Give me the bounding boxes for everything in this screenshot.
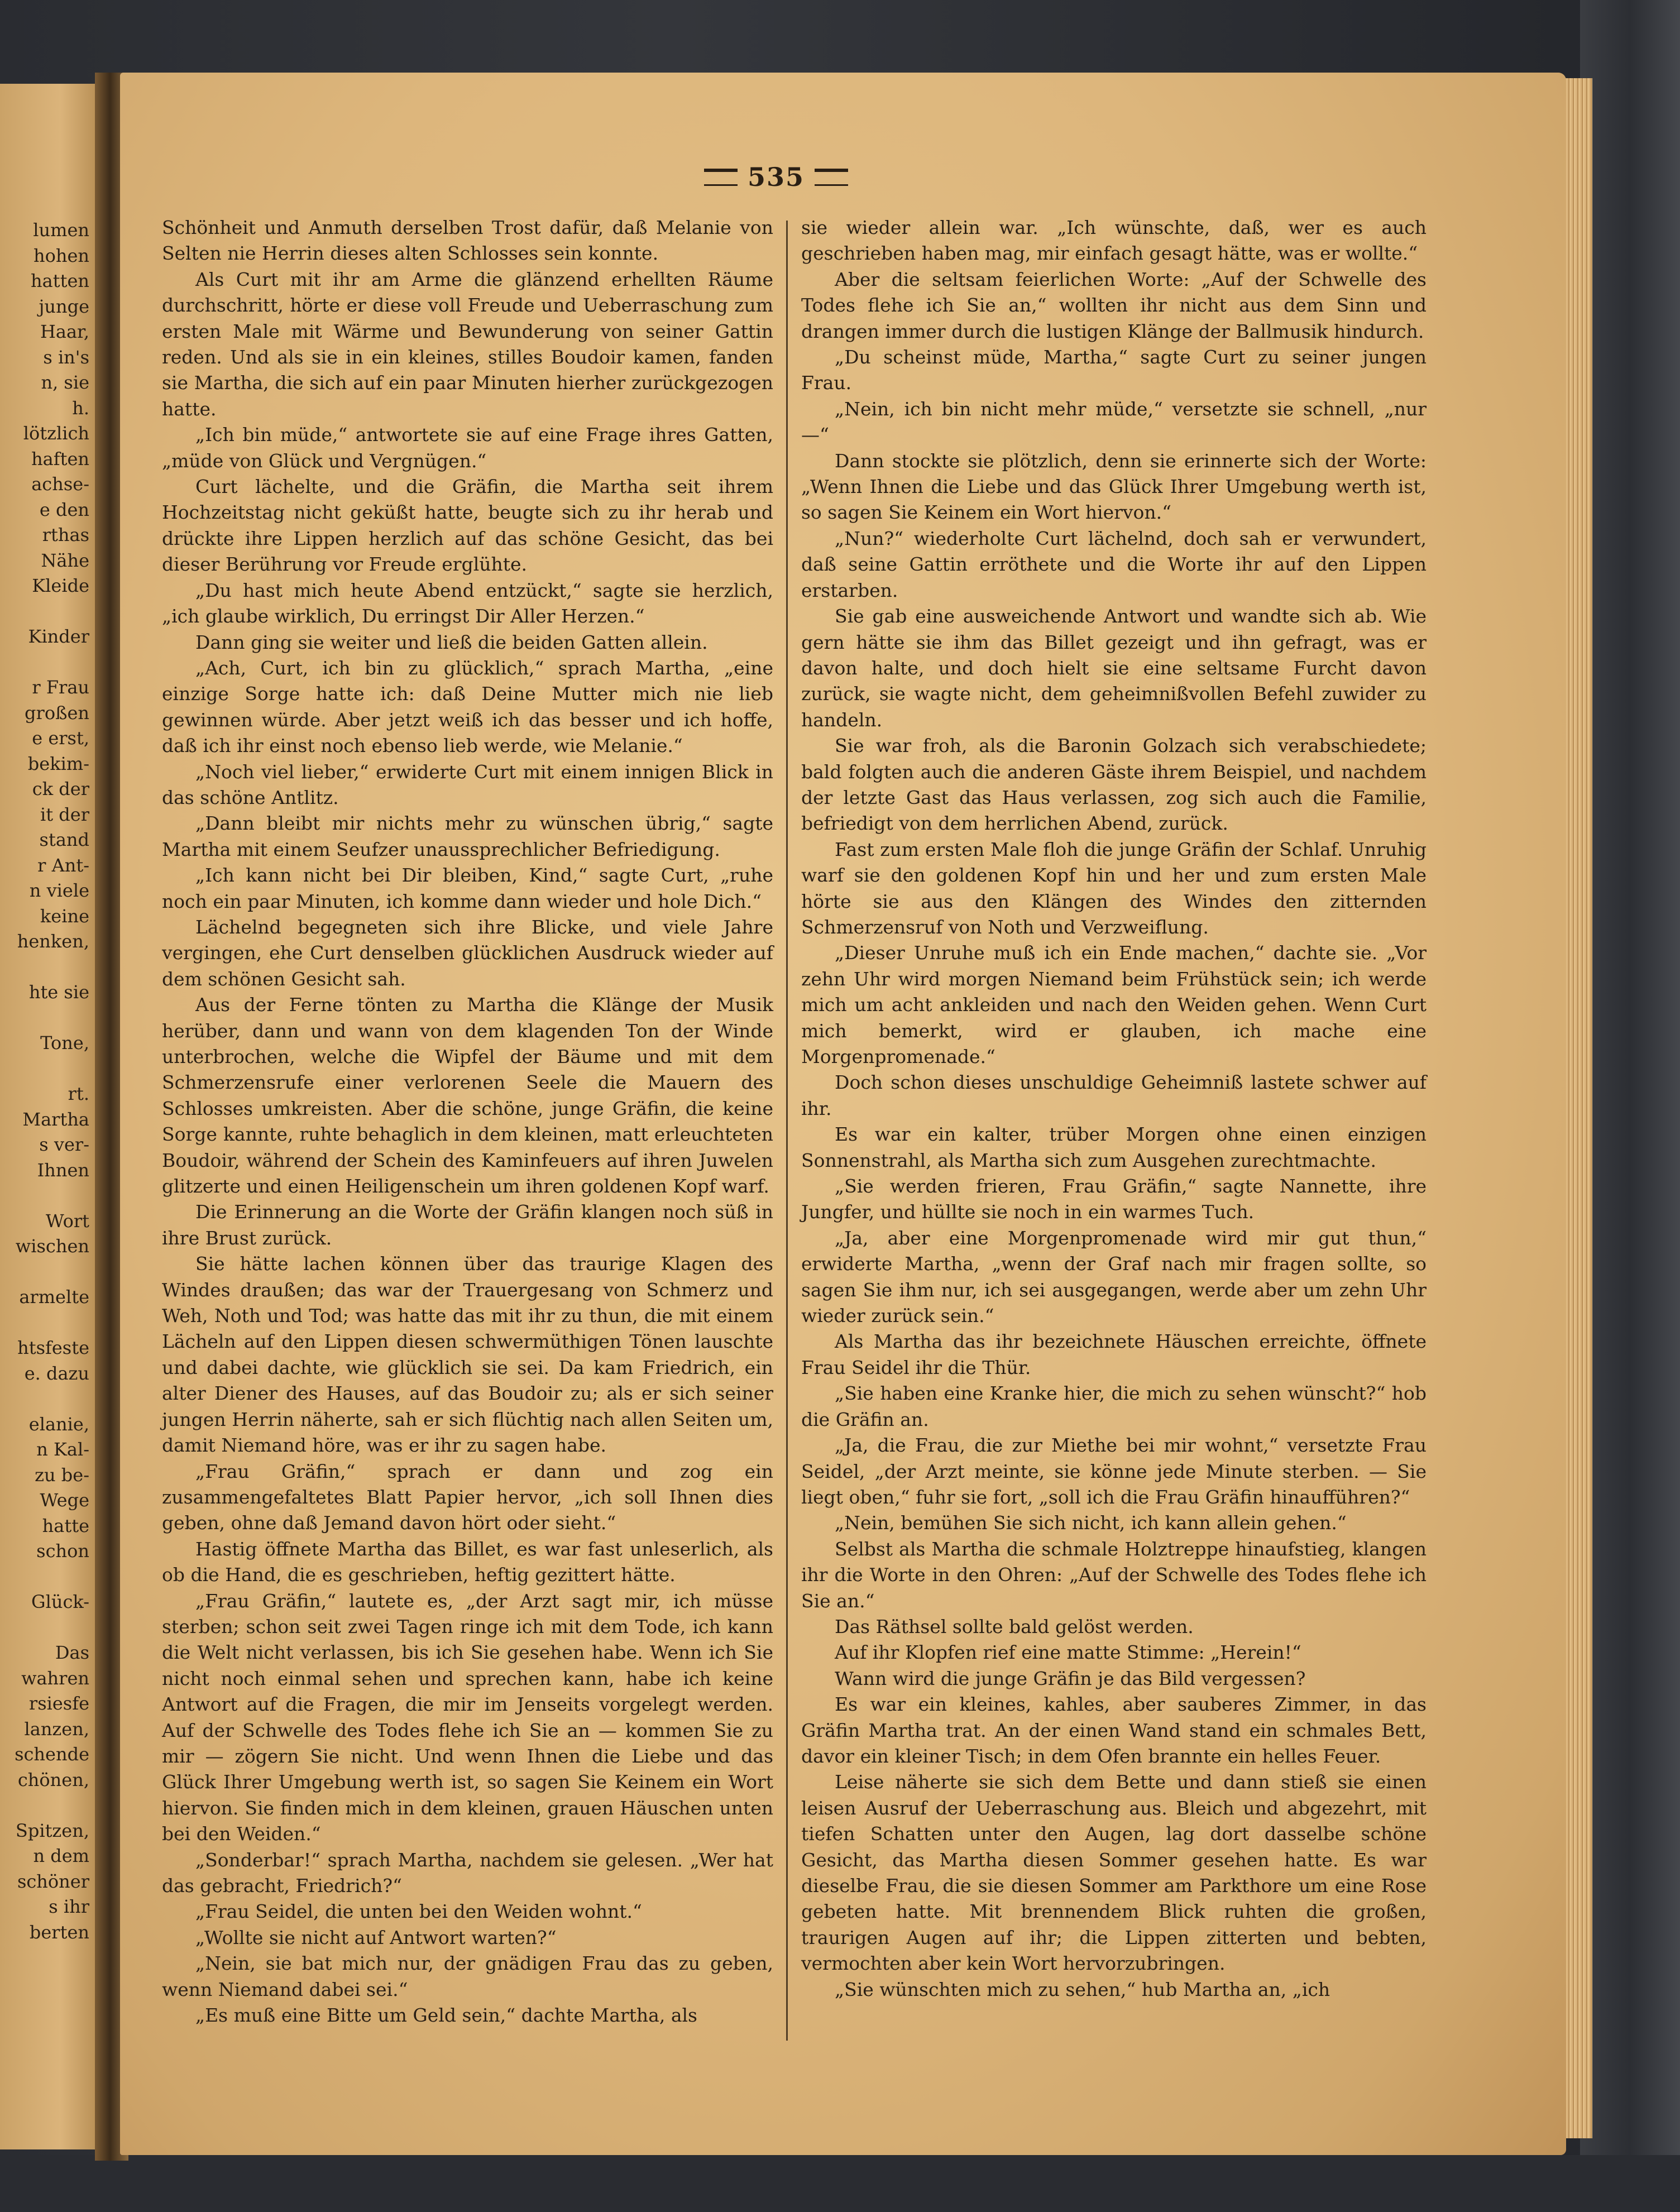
- previous-page-fragment: Das: [55, 1642, 89, 1663]
- column-divider: [786, 221, 788, 2041]
- paragraph: „Wollte sie nicht auf Antwort warten?“: [195, 1926, 557, 1948]
- previous-page-fragment: henken,: [17, 931, 89, 952]
- previous-page-fragment: htsfeste: [17, 1337, 89, 1358]
- previous-page-text-fragments: [2, 218, 97, 1945]
- previous-page-fragment: h.: [72, 397, 89, 419]
- previous-page-fragment: ck der: [32, 778, 89, 799]
- paragraph: „Nein, ich bin nicht mehr müde,“ versetzte sie schnell, „nur —“: [801, 398, 1427, 446]
- paragraph: „Nein, bemühen Sie sich nicht, ich kann allein gehen.“: [835, 1512, 1347, 1534]
- paragraph: Aber die seltsam feierlichen Worte: „Auf der Schwelle des Todes flehe ich Sie an,“ wollten ihr nicht aus dem Sinn und drangen immer durch die lustigen Klänge der Ballmusik hindurch.: [801, 268, 1427, 342]
- scan-bottom-margin: [0, 2155, 1680, 2212]
- previous-page-fragment: Wort: [45, 1210, 89, 1232]
- previous-page-fragment: rthas: [42, 524, 89, 545]
- text-column-right: [801, 215, 1427, 2003]
- previous-page-fragment: s in's: [43, 346, 89, 368]
- paragraph: Sie war froh, als die Baronin Golzach sich verabschiedete; bald folgten auch die anderen Gäste ihrem Beispiel, und nachdem der letzte Gast das Haus verlassen, zog sich auch die Familie, befriedigt von dem herrlichen Abend, zurück.: [801, 735, 1427, 835]
- previous-page-fragment: [2, 1564, 97, 1590]
- paragraph: „Ich bin müde,“ antwortete sie auf eine Frage ihres Gatten, „müde von Glück und Vergnügen.“: [162, 424, 773, 472]
- previous-page-fragment: haften: [31, 448, 89, 470]
- previous-page-fragment: e den: [39, 499, 89, 520]
- paragraph: Sie hätte lachen können über das traurige Klagen des Windes draußen; das war der Trauergesang von Schmerz und Weh, Noth und Tod; was hatte das mit ihr zu thun, die mit einem Lächeln auf den Lippen diesen schwermüthigen Tönen lauschte und dabei dachte, wie glücklich sie sei. Da kam Friedrich, ein alter Diener des Hauses, auf das Boudoir zu; als er sich seiner jungen Herrin näherte, sah er sich flüchtig nach allen Seiten um, damit Niemand höre, was er ihr zu sagen habe.: [162, 1253, 773, 1457]
- page-number: 535: [747, 162, 805, 192]
- page-header: [698, 157, 854, 197]
- previous-page-fragment: stand: [39, 829, 89, 850]
- previous-page-fragment: [2, 1310, 97, 1336]
- previous-page-fragment: lanzen,: [24, 1718, 89, 1740]
- previous-page-fragment: n, sie: [41, 372, 89, 393]
- previous-page-fragment: wahren: [21, 1667, 89, 1689]
- previous-page-fragment: chönen,: [17, 1769, 89, 1790]
- previous-page-fragment: [2, 1793, 97, 1818]
- previous-page-fragment: keine: [40, 905, 89, 927]
- previous-page-fragment: r Frau: [32, 677, 89, 698]
- previous-page-fragment: s ihr: [49, 1896, 89, 1917]
- previous-page-fragment: Haar,: [40, 321, 89, 342]
- paragraph: Sie gab eine ausweichende Antwort und wandte sich ab. Wie gern hätte sie ihm das Billet gezeigt und ihn gefragt, was er davon halte, und doch hielt sie eine seltsame Furcht davon zurück, sie wagte nicht, dem geheimnißvollen Befehl zuwider zu handeln.: [801, 605, 1427, 731]
- paragraph: Leise näherte sie sich dem Bette und dann stieß sie einen leisen Ausruf der Ueberraschung aus. Bleich und abgezehrt, mit tiefen Schatten unter den Augen, lag dort dasselbe schöne Gesicht, das Martha diesen Sommer gesehen hatte. Es war dieselbe Frau, die sie diesen Sommer am Parkthore um eine Rose gebeten hatte. Mit brennendem Blick ruhten die großen, traurigen Augen auf ihr; die Lippen zitterten und bebten, vermochten aber kein Wort hervorzubringen.: [801, 1771, 1427, 1975]
- previous-page-fragment: bekim-: [27, 753, 89, 774]
- previous-page-fragment: großen: [25, 702, 89, 724]
- previous-page-fragment: n viele: [29, 880, 89, 901]
- paragraph: „Ja, die Frau, die zur Miethe bei mir wohnt,“ versetzte Frau Seidel, „der Arzt meinte, sie könne jede Minute sterben. — Sie liegt oben,“ fuhr sie fort, „soll ich die Frau Gräfin hinaufführen?“: [801, 1434, 1427, 1508]
- paragraph: Es war ein kleines, kahles, aber sauberes Zimmer, in das Gräfin Martha trat. An der einen Wand stand ein schmales Bett, davor ein kleiner Tisch; in dem Ofen brannte ein helles Feuer.: [801, 1693, 1427, 1767]
- previous-page-fragment: [2, 1386, 97, 1412]
- paragraph: Hastig öffnete Martha das Billet, es war fast unleserlich, als ob die Hand, die es geschrieben, heftig gezittert hätte.: [162, 1538, 773, 1586]
- paragraph: „Nun?“ wiederholte Curt lächelnd, doch sah er verwundert, daß seine Gattin erröthete und die Worte ihr auf den Lippen erstarben.: [801, 527, 1427, 601]
- previous-page-fragment: rt.: [68, 1083, 89, 1104]
- paragraph: „Sonderbar!“ sprach Martha, nachdem sie gelesen. „Wer hat das gebracht, Friedrich?“: [162, 1849, 773, 1897]
- previous-page-fragment: [2, 1615, 97, 1641]
- paragraph: „Du scheinst müde, Martha,“ sagte Curt zu seiner jungen Frau.: [801, 346, 1427, 394]
- previous-page-fragment: n Kal-: [36, 1439, 89, 1460]
- header-ornament-right: [815, 169, 848, 186]
- previous-page-fragment: Wege: [40, 1490, 89, 1511]
- paragraph: „Ja, aber eine Morgenpromenade wird mir gut thun,“ erwiderte Martha, „wenn der Graf nach mir fragen sollte, so sagen Sie ihm nur, ich sei ausgegangen, werde aber um zehn Uhr wieder zurück sein.“: [801, 1227, 1427, 1327]
- previous-page-fragment: r Ant-: [37, 854, 89, 876]
- previous-page-fragment: schöner: [17, 1870, 89, 1892]
- previous-page-fragment: e erst,: [32, 727, 89, 749]
- paragraph: Selbst als Martha die schmale Holztreppe hinaufstieg, klangen ihr die Worte in den Ohren: „Auf der Schwelle des Todes flehe ich Sie an.“: [801, 1538, 1427, 1612]
- paragraph: „Noch viel lieber,“ erwiderte Curt mit einem innigen Blick in das schöne Antlitz.: [162, 760, 773, 808]
- previous-page-fragment: Martha: [22, 1108, 89, 1130]
- previous-page-fragment: [2, 1183, 97, 1209]
- previous-page-fragment: lumen: [33, 219, 89, 241]
- previous-page-fragment: hatte: [42, 1515, 89, 1536]
- paragraph: „Es muß eine Bitte um Geld sein,“ dachte Martha, als: [195, 2004, 697, 2027]
- previous-page-fragment: schende: [15, 1744, 89, 1765]
- paragraph: „Sie haben eine Kranke hier, die mich zu sehen wünscht?“ hob die Gräfin an.: [801, 1382, 1427, 1430]
- previous-page-fragment: [2, 650, 97, 676]
- header-ornament-left: [704, 169, 738, 186]
- previous-page-fragment: [2, 599, 97, 625]
- previous-page-fragment: Glück-: [31, 1591, 89, 1612]
- paragraph: Dann ging sie weiter und ließ die beiden Gatten allein.: [195, 631, 708, 653]
- book-cover-edge: [1580, 0, 1680, 2212]
- paragraph: Schönheit und Anmuth derselben Trost dafür, daß Melanie von Selten nie Herrin dieses alten Schlosses sein konnte.: [162, 217, 773, 265]
- previous-page-fragment: berten: [29, 1921, 89, 1943]
- previous-page-fragment: e. dazu: [24, 1362, 89, 1384]
- previous-page-edge: [0, 84, 100, 2149]
- previous-page-fragment: Nähe: [41, 549, 89, 571]
- previous-page-fragment: Kinder: [28, 626, 89, 647]
- paragraph: Als Curt mit ihr am Arme die glänzend erhellten Räume durchschritt, hörte er diese voll Freude und Ueberraschung zum ersten Male mit Wärme und Bewunderung von seiner Gattin reden. Und als sie in ein kleines, stilles Boudoir kamen, fanden sie Martha, die sich auf ein paar Minuten hierher zurückgezogen hatte.: [162, 268, 773, 420]
- paragraph: Dann stockte sie plötzlich, denn sie erinnerte sich der Worte: „Wenn Ihnen die Liebe und das Glück Ihrer Umgebung werth ist, so sagen Sie Keinem ein Wort hiervon.“: [801, 449, 1427, 524]
- paragraph: sie wieder allein war. „Ich wünschte, daß, wer es auch geschrieben haben mag, mir einfach gesagt hätte, was er wollte.“: [801, 217, 1427, 265]
- previous-page-fragment: Ihnen: [37, 1159, 89, 1181]
- paragraph: Curt lächelte, und die Gräfin, die Martha seit ihrem Hochzeitstag nicht geküßt hatte, beugte sich zu ihr herab und drückte ihre Lippen herzlich auf das schöne Gesicht, das bei dieser Berührung vor Freude erglühte.: [162, 476, 773, 576]
- previous-page-fragment: wischen: [15, 1236, 89, 1257]
- paragraph: Auf ihr Klopfen rief eine matte Stimme: „Herein!“: [835, 1641, 1301, 1664]
- paragraph: „Ach, Curt, ich bin zu glücklich,“ sprach Martha, „eine einzige Sorge hatte ich: daß Deine Mutter mich nie lieb gewinnen würde. Aber jetzt weiß ich das besser und ich hoffe, daß ich ihr einst noch ebenso lieb werde, wie Melanie.“: [162, 657, 773, 757]
- paragraph: Als Martha das ihr bezeichnete Häuschen erreichte, öffnete Frau Seidel ihr die Thür.: [801, 1330, 1427, 1378]
- previous-page-fragment: achse-: [31, 473, 89, 495]
- paragraph: „Frau Gräfin,“ sprach er dann und zog ein zusammengefaltetes Blatt Papier hervor, „ich soll Ihnen dies geben, ohne daß Jemand davon hört oder sieht.“: [162, 1460, 773, 1534]
- previous-page-fragment: [2, 1260, 97, 1285]
- previous-page-fragment: lötzlich: [23, 423, 89, 444]
- paragraph: Das Räthsel sollte bald gelöst werden.: [835, 1615, 1194, 1638]
- paragraph: Lächelnd begegneten sich ihre Blicke, und viele Jahre vergingen, ehe Curt denselben glücklichen Ausdruck wieder auf dem schönen Gesicht sah.: [162, 916, 773, 990]
- previous-page-fragment: zu be-: [35, 1464, 89, 1486]
- paragraph: „Du hast mich heute Abend entzückt,“ sagte sie herzlich, „ich glaube wirklich, Du erringst Dir Aller Herzen.“: [162, 579, 773, 628]
- paragraph: „Frau Seidel, die unten bei den Weiden wohnt.“: [195, 1900, 642, 1923]
- previous-page-fragment: elanie,: [28, 1413, 89, 1435]
- previous-page-fragment: [2, 1006, 97, 1031]
- previous-page-fragment: schon: [36, 1540, 89, 1562]
- paragraph: Es war ein kalter, trüber Morgen ohne einen einzigen Sonnenstrahl, als Martha sich zum Ausgehen zurechtmachte.: [801, 1123, 1427, 1171]
- text-column-left: [162, 215, 773, 2028]
- previous-page-fragment: hte sie: [28, 981, 89, 1003]
- paragraph: „Frau Gräfin,“ lautete es, „der Arzt sagt mir, ich müsse sterben; schon seit zwei Tagen ringe ich mit dem Tode, ich kann die Welt nicht verlassen, bis ich Sie gesehen habe. Wenn ich Sie nicht noch einmal sehen und sprechen kann, habe ich keine Antwort auf die Fragen, die mir im Jenseits vorgelegt werden. Auf der Schwelle des Todes flehe ich Sie an — kommen Sie zu mir — zögern Sie nicht. Und wenn Ihnen die Liebe und das Glück Ihrer Umgebung werth ist, so sagen Sie Keinem ein Wort hiervon. Sie finden mich in dem kleinen, grauen Häuschen unten bei den Weiden.“: [162, 1589, 773, 1845]
- paragraph: „Ich kann nicht bei Dir bleiben, Kind,“ sagte Curt, „ruhe noch ein paar Minuten, ich komme dann wieder und hole Dich.“: [162, 864, 773, 912]
- paragraph: Fast zum ersten Male floh die junge Gräfin der Schlaf. Unruhig warf sie den goldenen Kopf hin und her und zum ersten Male hörte sie aus den Klängen des Windes den zitternden Schmerzensruf von Noth und Verzweiflung.: [801, 838, 1427, 938]
- previous-page-fragment: hohen: [33, 245, 89, 266]
- previous-page-fragment: [2, 1056, 97, 1082]
- previous-page-fragment: Tone,: [40, 1032, 89, 1054]
- paragraph: Wann wird die junge Gräfin je das Bild vergessen?: [835, 1667, 1306, 1689]
- previous-page-fragment: armelte: [19, 1286, 89, 1308]
- previous-page-fragment: rsiesfe: [28, 1693, 89, 1714]
- paragraph: „Dann bleibt mir nichts mehr zu wünschen übrig,“ sagte Martha mit einem Seufzer unaussprechlicher Befriedigung.: [162, 812, 773, 860]
- previous-page-fragment: Spitzen,: [15, 1820, 89, 1841]
- previous-page-fragment: hatten: [31, 270, 89, 291]
- paragraph: Doch schon dieses unschuldige Geheimniß lastete schwer auf ihr.: [801, 1071, 1427, 1119]
- previous-page-fragment: junge: [39, 295, 89, 317]
- previous-page-fragment: n dem: [33, 1845, 89, 1866]
- paragraph: Aus der Ferne tönten zu Martha die Klänge der Musik herüber, dann und wann von dem klagenden Ton der Winde unterbrochen, welche die Wipfel der Bäume und mit dem Schmerzensrufe einer verlorenen Seele die Mauern des Schlosses umkreisten. Aber die schöne, junge Gräfin, die keine Sorge kannte, ruhte behaglich in dem kleinen, matt erleuchteten Boudoir, während der Schein des Kaminfeuers auf ihren Juwelen glitzerte und einen Heiligenschein um ihren goldenen Kopf warf.: [162, 994, 773, 1198]
- paragraph: Die Erinnerung an die Worte der Gräfin klangen noch süß in ihre Brust zurück.: [162, 1201, 773, 1249]
- previous-page-fragment: s ver-: [39, 1134, 89, 1155]
- paragraph: „Sie wünschten mich zu sehen,“ hub Martha an, „ich: [835, 1978, 1330, 2000]
- paragraph: „Sie werden frieren, Frau Gräfin,“ sagte Nannette, ihre Jungfer, und hüllte sie noch in ein warmes Tuch.: [801, 1175, 1427, 1223]
- paragraph: „Dieser Unruhe muß ich ein Ende machen,“ dachte sie. „Vor zehn Uhr wird morgen Niemand beim Frühstück sein; ich werde mich um acht ankleiden und nach den Weiden gehen. Wenn Curt mich bemerkt, wird er glauben, ich mache eine Morgenpromenade.“: [801, 942, 1427, 1067]
- previous-page-fragment: [2, 955, 97, 980]
- paragraph: „Nein, sie bat mich nur, der gnädigen Frau das zu geben, wenn Niemand dabei sei.“: [162, 1952, 773, 2000]
- previous-page-fragment: it der: [40, 803, 89, 825]
- previous-page-fragment: Kleide: [32, 575, 89, 596]
